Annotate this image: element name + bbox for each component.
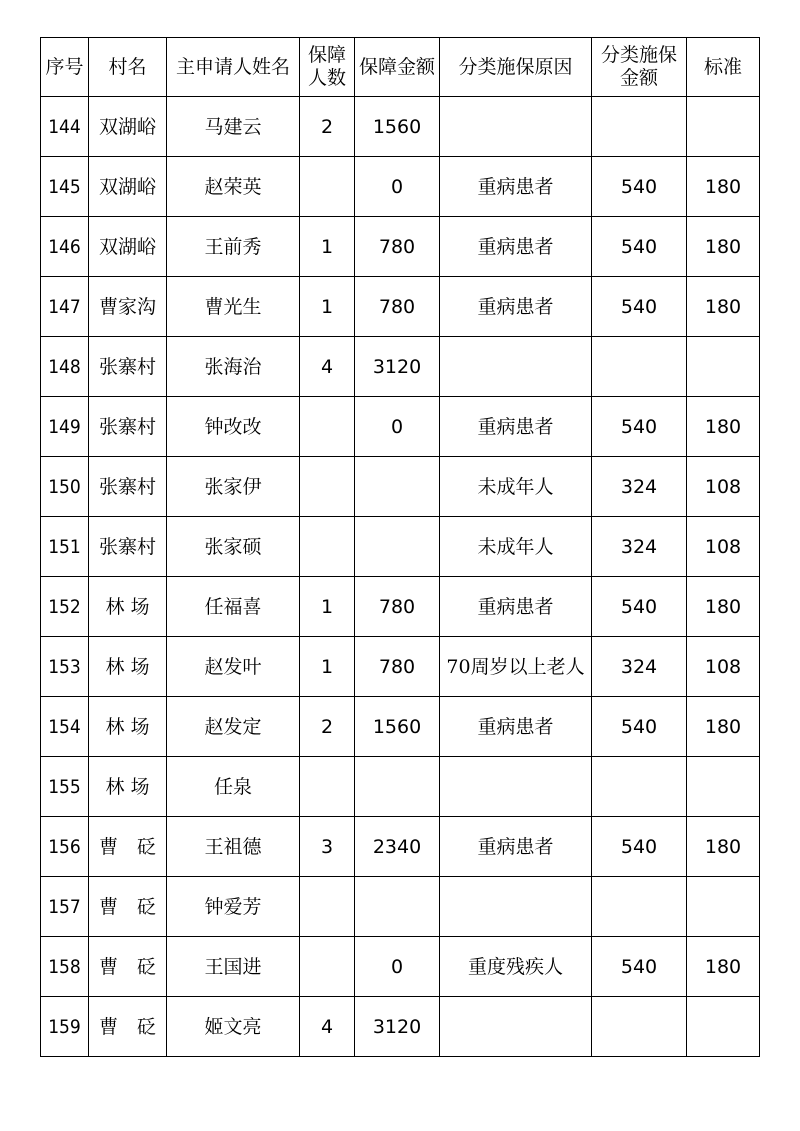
standard-cell — [687, 757, 760, 817]
persons-cell — [300, 157, 355, 217]
reason-cell: 重病患者 — [440, 577, 592, 637]
class-amount-cell — [592, 757, 687, 817]
village-cell: 林 场 — [89, 637, 167, 697]
applicant-cell: 任福喜 — [167, 577, 300, 637]
reason-cell — [440, 97, 592, 157]
seq-cell: 151 — [41, 517, 89, 577]
table-row — [41, 937, 760, 997]
seq-cell: 146 — [41, 217, 89, 277]
village-cell: 曹 砭 — [89, 877, 167, 937]
persons-cell: 4 — [300, 337, 355, 397]
standard-cell: 180 — [687, 697, 760, 757]
seq-cell: 150 — [41, 457, 89, 517]
header-row — [41, 38, 760, 97]
header-amount: 保障金额 — [355, 38, 440, 97]
village-cell: 曹 砭 — [89, 937, 167, 997]
persons-cell: 4 — [300, 997, 355, 1057]
table-row — [41, 337, 760, 397]
standard-cell: 180 — [687, 577, 760, 637]
village-cell: 曹 砭 — [89, 817, 167, 877]
class-amount-cell — [592, 337, 687, 397]
reason-cell — [440, 337, 592, 397]
reason-cell — [440, 877, 592, 937]
seq-cell: 154 — [41, 697, 89, 757]
standard-cell: 108 — [687, 457, 760, 517]
header-reason: 分类施保原因 — [440, 38, 592, 97]
table-row — [41, 577, 760, 637]
amount-cell: 2340 — [355, 817, 440, 877]
class-amount-cell: 324 — [592, 457, 687, 517]
table-row — [41, 217, 760, 277]
applicant-cell: 王祖德 — [167, 817, 300, 877]
amount-cell: 0 — [355, 157, 440, 217]
seq-cell: 148 — [41, 337, 89, 397]
reason-cell: 重病患者 — [440, 157, 592, 217]
reason-cell: 未成年人 — [440, 517, 592, 577]
applicant-cell: 张家硕 — [167, 517, 300, 577]
header-class-amount: 分类施保金额 — [592, 38, 687, 97]
persons-cell: 1 — [300, 637, 355, 697]
amount-cell — [355, 877, 440, 937]
roster-body — [41, 97, 760, 1057]
applicant-cell: 姬文亮 — [167, 997, 300, 1057]
applicant-cell: 赵荣英 — [167, 157, 300, 217]
seq-cell: 152 — [41, 577, 89, 637]
reason-cell: 重病患者 — [440, 697, 592, 757]
table-row — [41, 277, 760, 337]
table-row — [41, 997, 760, 1057]
seq-cell: 153 — [41, 637, 89, 697]
village-cell: 双湖峪 — [89, 97, 167, 157]
village-cell: 张寨村 — [89, 457, 167, 517]
class-amount-cell: 540 — [592, 277, 687, 337]
applicant-cell: 马建云 — [167, 97, 300, 157]
reason-cell: 70周岁以上老人 — [440, 637, 592, 697]
standard-cell: 180 — [687, 937, 760, 997]
seq-cell: 144 — [41, 97, 89, 157]
table-row — [41, 517, 760, 577]
amount-cell — [355, 457, 440, 517]
applicant-cell: 钟改改 — [167, 397, 300, 457]
village-cell: 曹家沟 — [89, 277, 167, 337]
assistance-roster-table — [40, 37, 760, 1057]
class-amount-cell — [592, 97, 687, 157]
persons-cell — [300, 457, 355, 517]
applicant-cell: 赵发定 — [167, 697, 300, 757]
seq-cell: 149 — [41, 397, 89, 457]
table-row — [41, 637, 760, 697]
applicant-cell: 钟爱芳 — [167, 877, 300, 937]
header-seq: 序号 — [41, 38, 89, 97]
table-row — [41, 697, 760, 757]
applicant-cell: 张家伊 — [167, 457, 300, 517]
village-cell: 双湖峪 — [89, 157, 167, 217]
amount-cell: 1560 — [355, 697, 440, 757]
persons-cell: 2 — [300, 97, 355, 157]
standard-cell — [687, 997, 760, 1057]
class-amount-cell: 540 — [592, 697, 687, 757]
header-applicant: 主申请人姓名 — [167, 38, 300, 97]
standard-cell: 180 — [687, 277, 760, 337]
seq-cell: 147 — [41, 277, 89, 337]
persons-cell: 3 — [300, 817, 355, 877]
reason-cell: 未成年人 — [440, 457, 592, 517]
class-amount-cell: 540 — [592, 157, 687, 217]
seq-cell: 155 — [41, 757, 89, 817]
reason-cell: 重病患者 — [440, 277, 592, 337]
standard-cell: 180 — [687, 817, 760, 877]
table-row — [41, 757, 760, 817]
applicant-cell: 张海治 — [167, 337, 300, 397]
persons-cell — [300, 517, 355, 577]
seq-cell: 157 — [41, 877, 89, 937]
amount-cell: 780 — [355, 217, 440, 277]
amount-cell: 780 — [355, 277, 440, 337]
class-amount-cell — [592, 997, 687, 1057]
table-row — [41, 397, 760, 457]
village-cell: 林 场 — [89, 697, 167, 757]
table-row — [41, 817, 760, 877]
persons-cell — [300, 877, 355, 937]
class-amount-cell: 540 — [592, 217, 687, 277]
village-cell: 林 场 — [89, 757, 167, 817]
amount-cell — [355, 757, 440, 817]
reason-cell: 重病患者 — [440, 217, 592, 277]
reason-cell: 重病患者 — [440, 817, 592, 877]
village-cell: 张寨村 — [89, 517, 167, 577]
class-amount-cell: 540 — [592, 937, 687, 997]
header-village: 村名 — [89, 38, 167, 97]
class-amount-cell: 324 — [592, 637, 687, 697]
applicant-cell: 赵发叶 — [167, 637, 300, 697]
header-standard: 标准 — [687, 38, 760, 97]
reason-cell: 重度残疾人 — [440, 937, 592, 997]
standard-cell: 180 — [687, 157, 760, 217]
amount-cell: 1560 — [355, 97, 440, 157]
class-amount-cell — [592, 877, 687, 937]
amount-cell — [355, 517, 440, 577]
table-row — [41, 97, 760, 157]
amount-cell: 780 — [355, 637, 440, 697]
applicant-cell: 王前秀 — [167, 217, 300, 277]
persons-cell — [300, 757, 355, 817]
seq-cell: 145 — [41, 157, 89, 217]
header-persons: 保障人数 — [300, 38, 355, 97]
seq-cell: 158 — [41, 937, 89, 997]
amount-cell: 780 — [355, 577, 440, 637]
table-row — [41, 457, 760, 517]
applicant-cell: 王国进 — [167, 937, 300, 997]
persons-cell: 2 — [300, 697, 355, 757]
reason-cell — [440, 997, 592, 1057]
village-cell: 林 场 — [89, 577, 167, 637]
standard-cell — [687, 877, 760, 937]
class-amount-cell: 324 — [592, 517, 687, 577]
standard-cell — [687, 97, 760, 157]
village-cell: 张寨村 — [89, 397, 167, 457]
class-amount-cell: 540 — [592, 397, 687, 457]
amount-cell: 3120 — [355, 997, 440, 1057]
seq-cell: 159 — [41, 997, 89, 1057]
village-cell: 张寨村 — [89, 337, 167, 397]
reason-cell — [440, 757, 592, 817]
persons-cell: 1 — [300, 577, 355, 637]
seq-cell: 156 — [41, 817, 89, 877]
village-cell: 双湖峪 — [89, 217, 167, 277]
standard-cell: 108 — [687, 637, 760, 697]
village-cell: 曹 砭 — [89, 997, 167, 1057]
standard-cell: 108 — [687, 517, 760, 577]
standard-cell: 180 — [687, 397, 760, 457]
amount-cell: 0 — [355, 397, 440, 457]
applicant-cell: 曹光生 — [167, 277, 300, 337]
persons-cell — [300, 937, 355, 997]
class-amount-cell: 540 — [592, 577, 687, 637]
reason-cell: 重病患者 — [440, 397, 592, 457]
amount-cell: 0 — [355, 937, 440, 997]
persons-cell: 1 — [300, 277, 355, 337]
persons-cell: 1 — [300, 217, 355, 277]
persons-cell — [300, 397, 355, 457]
standard-cell — [687, 337, 760, 397]
amount-cell: 3120 — [355, 337, 440, 397]
standard-cell: 180 — [687, 217, 760, 277]
table-row — [41, 877, 760, 937]
table-row — [41, 157, 760, 217]
class-amount-cell: 540 — [592, 817, 687, 877]
applicant-cell: 任泉 — [167, 757, 300, 817]
